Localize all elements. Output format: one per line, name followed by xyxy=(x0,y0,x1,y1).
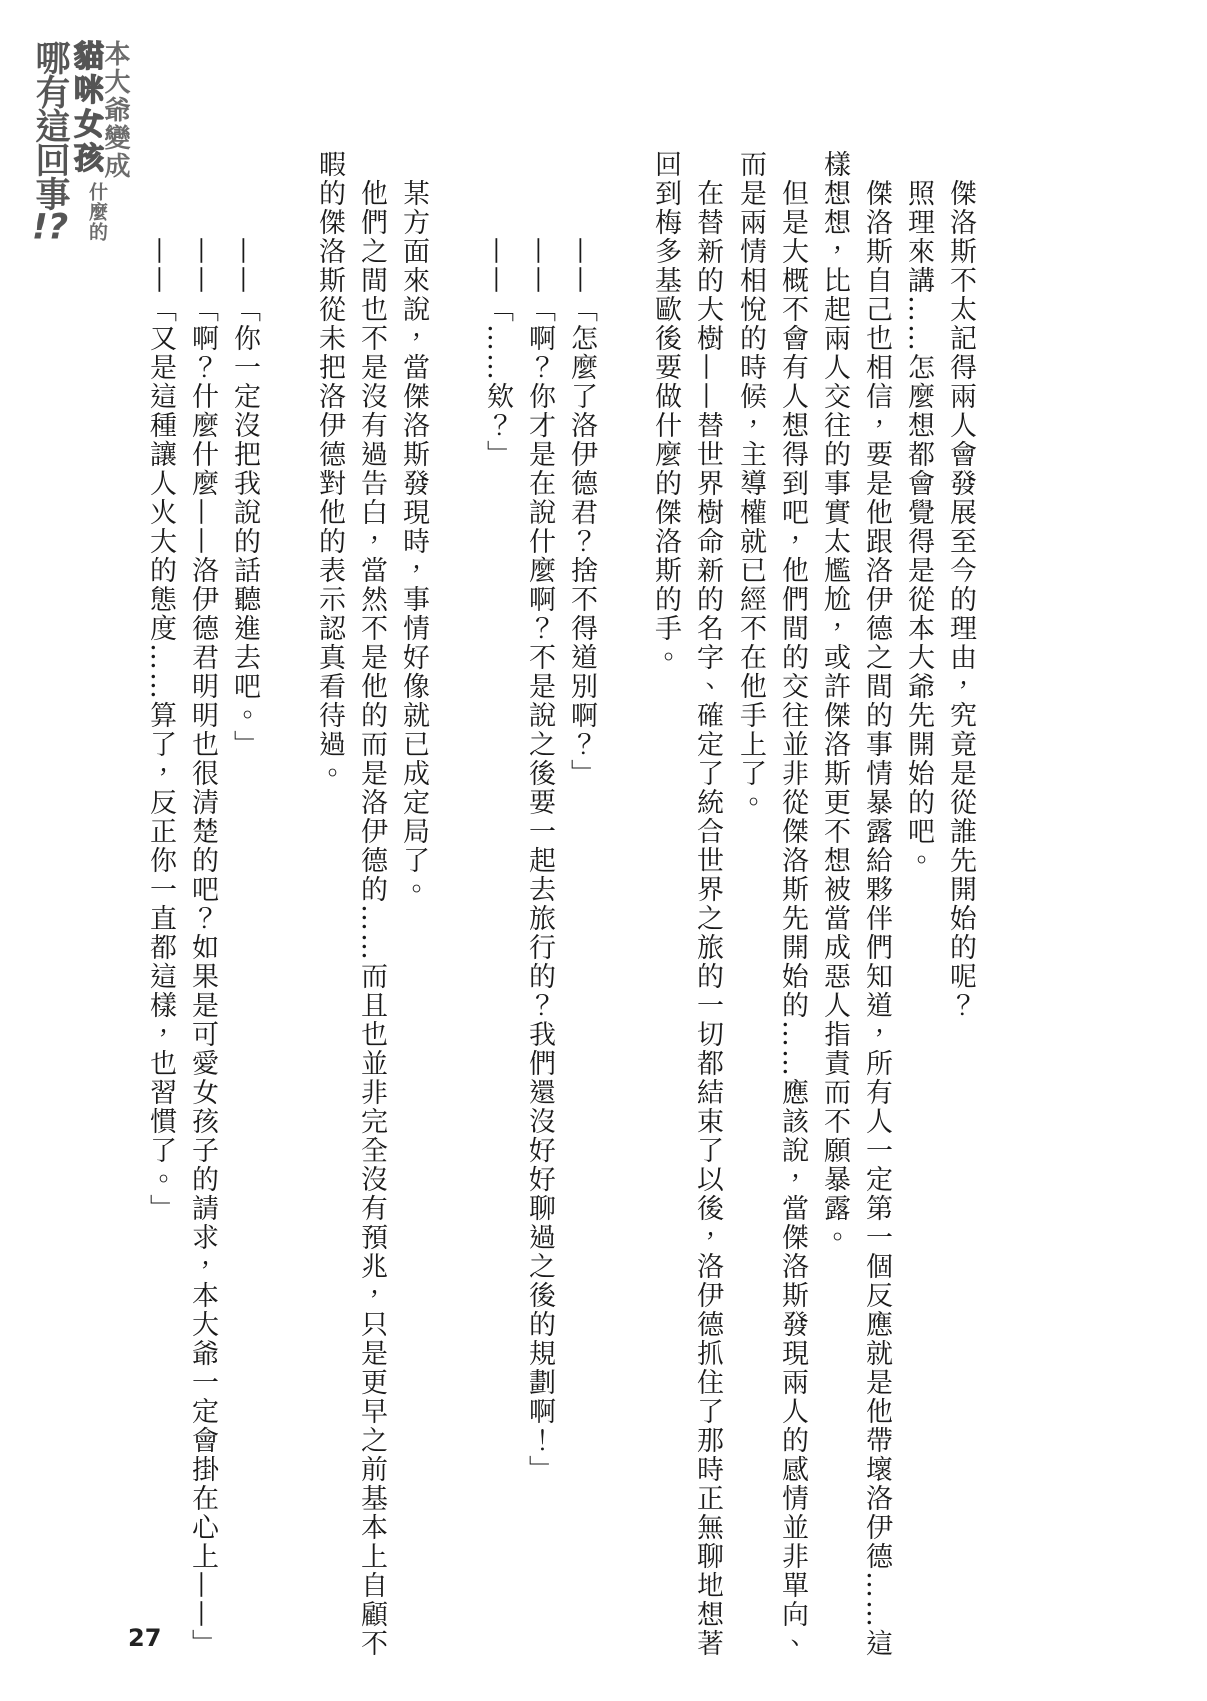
page-number: 27 xyxy=(128,1624,162,1652)
logo-main-mark: !? xyxy=(31,210,69,245)
text-line: 而是兩情相悅的時候，主導權就已經不在他手上了。 xyxy=(735,150,766,817)
dialogue-line: ——「……欸？」 xyxy=(482,237,513,469)
dialogue-line: ——「啊？什麼什麼——洛伊德君明明也很清楚的吧？如果是可愛女孩子的請求，本大爺一定會掛在心上——」 xyxy=(187,237,218,1658)
logo-cat-girl-text: 貓咪女孩 xyxy=(68,40,103,176)
logo-suffix-text: 什麼的 xyxy=(86,182,108,242)
text-line: 某方面來說，當傑洛斯發現時，事情好像就已成定局了。 xyxy=(398,179,429,904)
text-line: 回到梅多基歐後要做什麼的傑洛斯的手。 xyxy=(650,150,681,672)
dialogue-line: ——「啊？你才是在說什麼啊？不是說之後要一起去旅行的？我們還沒好好聊過之後的規劃啊！」 xyxy=(524,237,555,1484)
text-line: 在替新的大樹——替世界樹命新的名字、確定了統合世界之旅的一切都結束了以後，洛伊德抓住了那時正無聊地想著 xyxy=(692,179,723,1658)
text-line: 樣想想，比起兩人交往的事實太尷尬，或許傑洛斯更不想被當成惡人指責而不願暴露。 xyxy=(819,150,850,1252)
text-line: 但是大概不會有人想得到吧，他們間的交往並非從傑洛斯先開始的……應該說，當傑洛斯發現兩人的感情並非單向、 xyxy=(777,179,808,1658)
logo-upper-text: 本大爺變成 xyxy=(100,40,130,180)
text-line: 傑洛斯自己也相信，要是他跟洛伊德之間的事情暴露給夥伴們知道，所有人一定第一個反應就是他帶壞洛伊德……這 xyxy=(861,179,892,1658)
text-line: 傑洛斯不太記得兩人會發展至今的理由，究竟是從誰先開始的呢？ xyxy=(945,179,976,1020)
text-line: 照理來講……怎麼想都會覺得是從本大爺先開始的吧。 xyxy=(903,179,934,875)
logo-main-text: 哪有這回事 xyxy=(30,40,70,210)
dialogue-line: ——「怎麼了洛伊德君？捨不得道別啊？」 xyxy=(566,237,597,788)
dialogue-line: ——「你一定沒把我說的話聽進去吧。」 xyxy=(229,237,260,759)
text-line: 他們之間也不是沒有過告白，當然不是他的而是洛伊德的……而且也並非完全沒有預兆，只是更早之前基本上自顧不 xyxy=(356,179,387,1658)
logo-main-title xyxy=(30,40,70,245)
dialogue-line: ——「又是這種讓人火大的態度……算了，反正你一直都這樣，也習慣了。」 xyxy=(145,237,176,1223)
text-line: 暇的傑洛斯從未把洛伊德對他的表示認真看待過。 xyxy=(314,150,345,788)
